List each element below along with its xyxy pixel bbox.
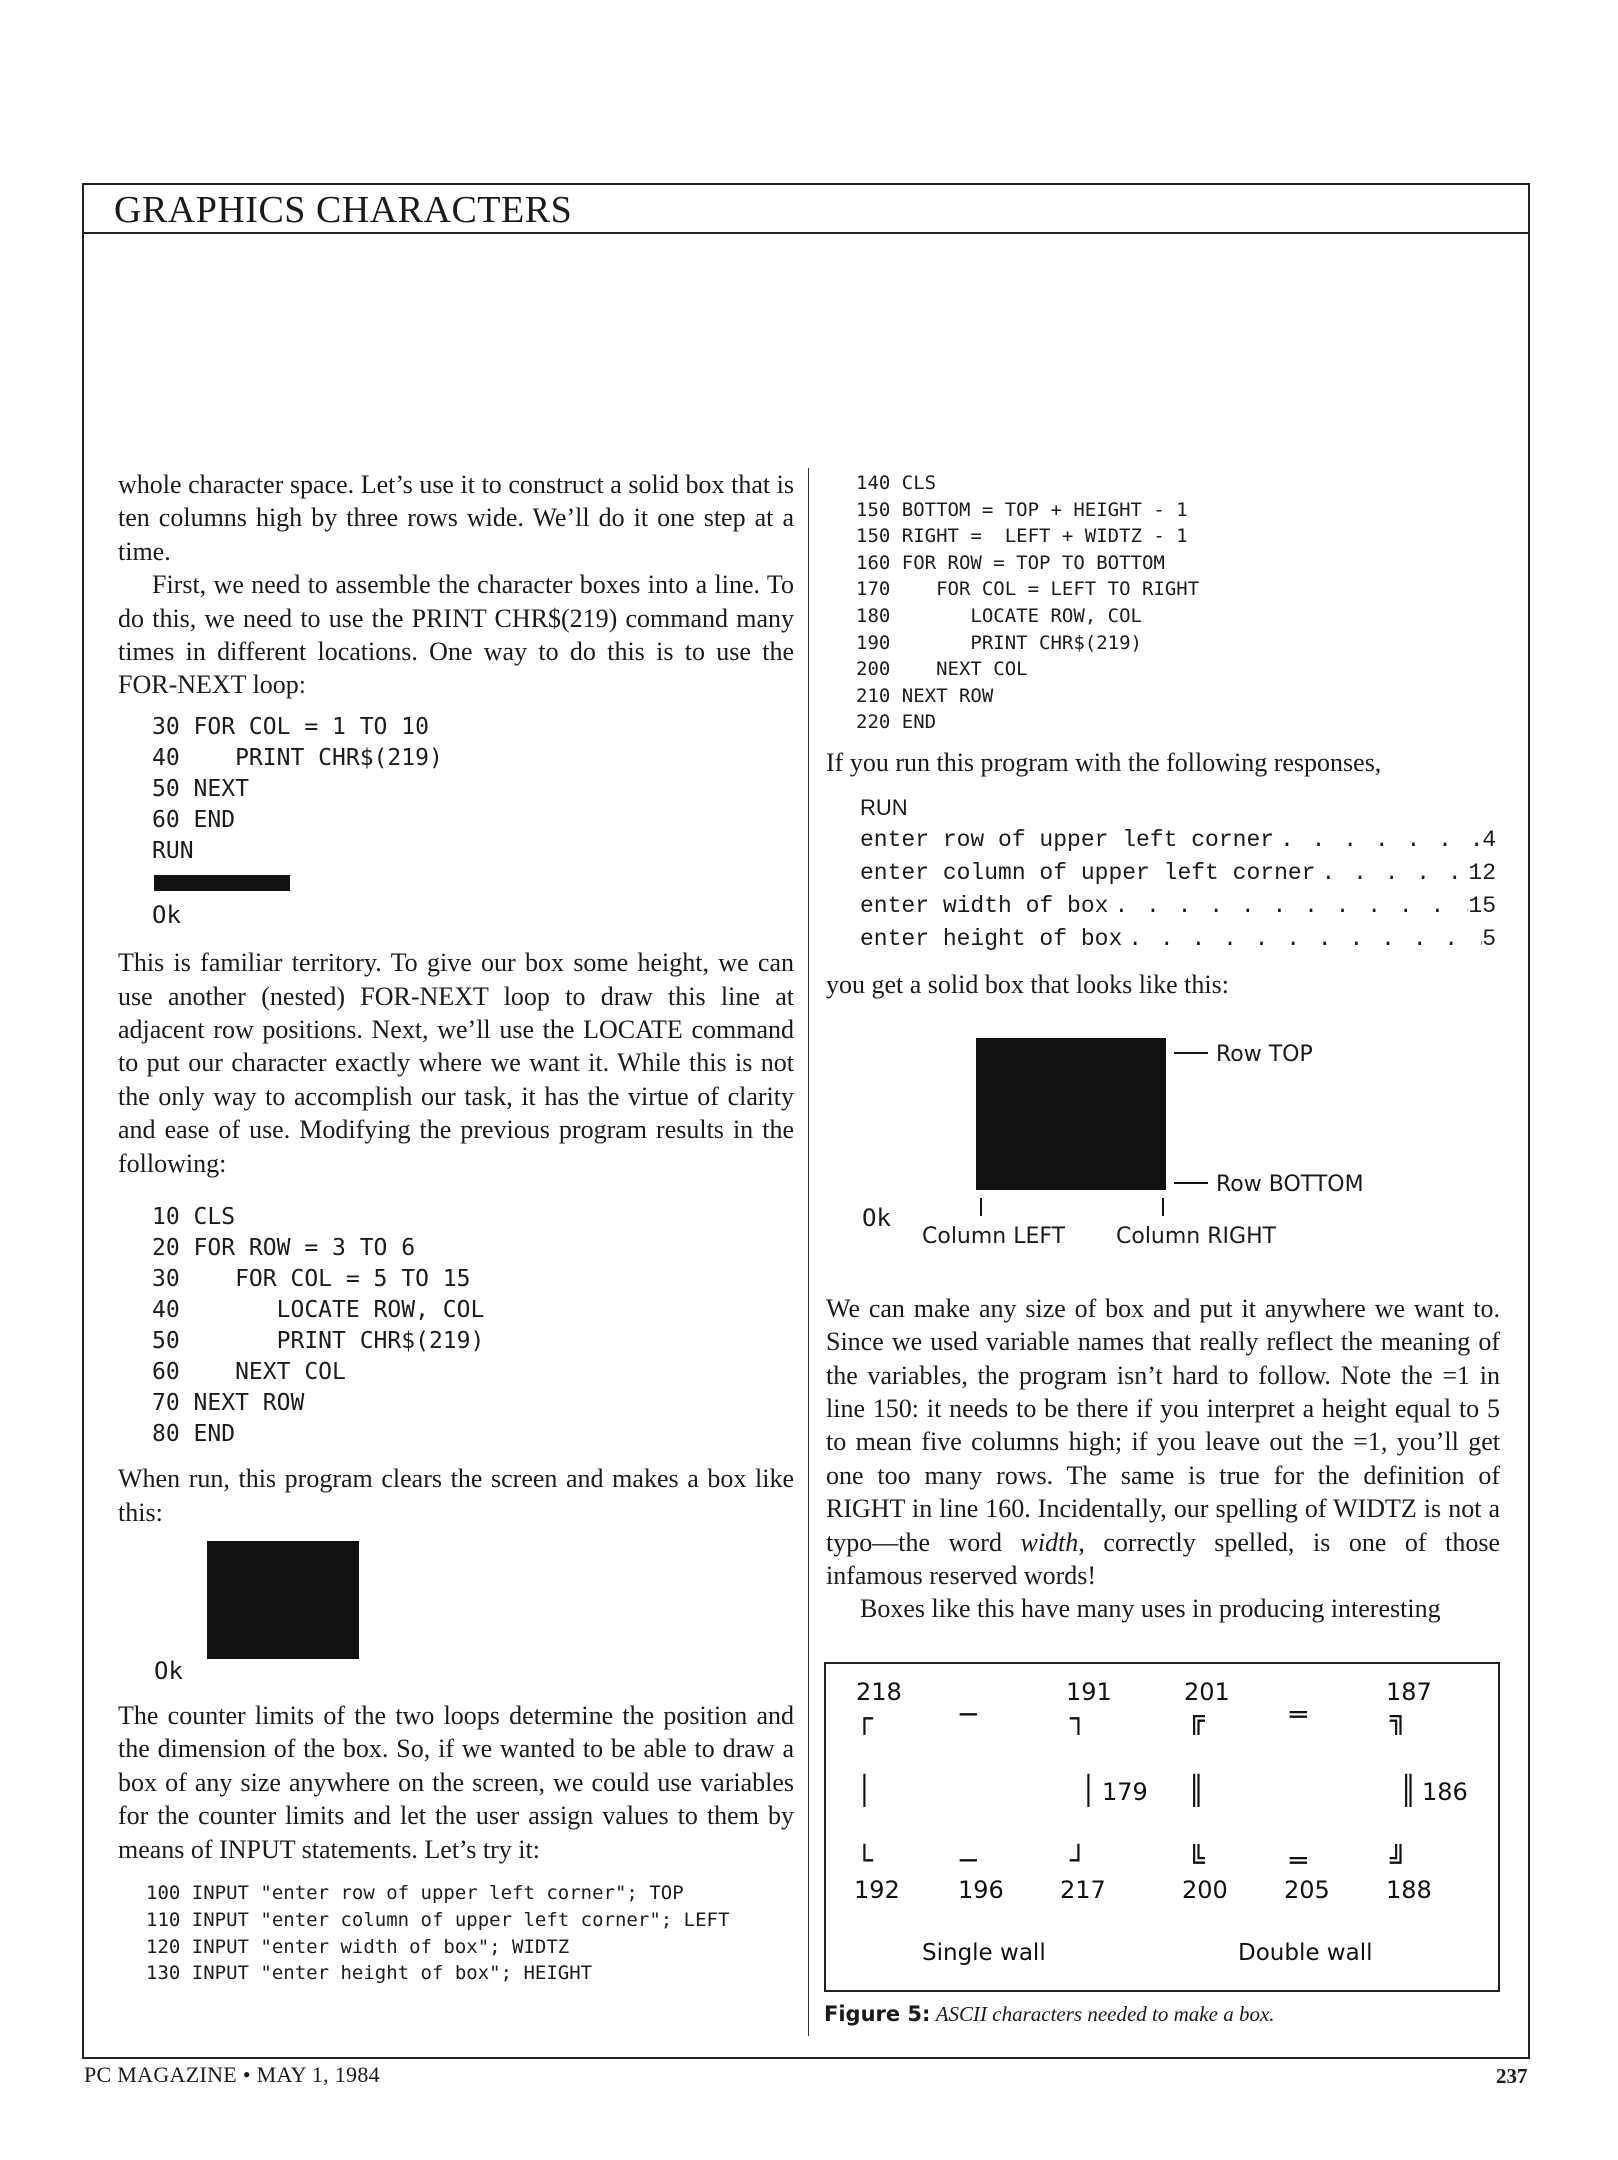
paragraph: This is familiar territory. To give our box some height, we can use another (nested) FOR-NEXT loop to draw this line at adjacent row positions. Next, we’ll use the LOCATE command to put our character exactly where we want it. While this is not the only way to accomplish our task, it has the virtue of clarity and ease of use. Modifying the previous program results in the following: — [118, 948, 794, 1178]
paragraph: If you run this program with the following responses, — [826, 747, 1382, 777]
paragraph: The counter limits of the two loops determine the position and the dimension of the box. So, if we wanted to be able to draw a box of any size anywhere on the screen, we could use variables for the counter limits and let the user assign values to them by means of INPUT statements. Let’s try it: — [118, 1700, 794, 1864]
paragraph: We can make any size of box and put it anywhere we want to. Since we used variable names that really reflect the meaning of the variables, the program isn’t hard to follow. Note the =1 in line 150: it needs to be there if you interpret a height equal to 5 to mean five columns high; if you leave out the =1, you’ll get one too many rows. The same is true for the definition of RIGHT in line 160. Incidentally, our spelling of WIDTZ is not a typo—the word width, correctly spelled, is one of those infamous reserved words! — [826, 1293, 1501, 1590]
solid-box — [207, 1541, 359, 1659]
code-196: 196 — [958, 1876, 1004, 1904]
section-title: GRAPHICS CHARACTERS — [114, 189, 573, 231]
glyph-218: ┌ — [856, 1702, 873, 1735]
code-187: 187 — [1386, 1678, 1432, 1706]
column-right-label: Column RIGHT — [1116, 1223, 1277, 1249]
code-201: 201 — [1184, 1678, 1230, 1706]
response-row: enter width of box . . . 15 — [860, 890, 1496, 923]
ok-prompt: Ok — [862, 1203, 891, 1232]
glyph-205: ═ — [1290, 1844, 1307, 1877]
glyph-191: ┐ — [1070, 1702, 1087, 1735]
box-output — [118, 1537, 794, 1687]
glyph-196: ─ — [960, 1698, 977, 1731]
left-column — [118, 468, 794, 1987]
figure-caption-text: ASCII characters needed to make a box. — [935, 2002, 1275, 2026]
code-200: 200 — [1182, 1876, 1228, 1904]
double-wall-label: Double wall — [1238, 1940, 1373, 1966]
glyph-186: ║ — [1400, 1774, 1417, 1807]
column-left-label: Column LEFT — [922, 1223, 1066, 1249]
figure-5 — [824, 1662, 1500, 1992]
code-listing: 100 INPUT "enter row of upper left corner"; TOP 110 INPUT "enter column of upper left corner"; LEFT 120 INPUT "enter width of box"; WIDTZ 130 INPUT "enter height of box"; HEIGHT — [146, 1881, 730, 1985]
right-column — [826, 470, 1500, 1626]
paragraph: Boxes like this have many uses in producing interesting — [860, 1594, 1441, 1624]
ok-prompt: Ok — [154, 1656, 183, 1685]
footer-publication: PC MAGAZINE • MAY 1, 1984 — [84, 2062, 380, 2087]
glyph-196: ─ — [960, 1844, 977, 1877]
glyph-179: │ — [856, 1774, 873, 1807]
paragraph: you get a solid box that looks like this: — [826, 970, 1229, 1000]
column-divider — [808, 468, 809, 2036]
glyph-187: ╗ — [1390, 1702, 1407, 1735]
leader-line — [1174, 1182, 1208, 1184]
ok-prompt: Ok — [152, 900, 181, 929]
row-bottom-label: Row BOTTOM — [1216, 1171, 1364, 1197]
paragraph: First, we need to assemble the character boxes into a line. To do this, we need to use the PRINT CHR$(219) command many times in different locations. One way to do this is to use the FOR-NEXT loop: — [118, 570, 794, 700]
code-217: 217 — [1060, 1876, 1106, 1904]
code-205: 205 — [1284, 1876, 1330, 1904]
solid-box — [976, 1038, 1166, 1190]
leader-line — [1174, 1052, 1208, 1054]
figure-label: Figure 5: — [824, 2002, 931, 2026]
paragraph: whole character space. Let’s use it to construct a solid box that is ten columns high by three rows wide. We’ll do it one step at a time. — [118, 470, 794, 566]
glyph-192: └ — [856, 1844, 873, 1877]
code-179: 179 — [1102, 1778, 1148, 1806]
tick-mark — [980, 1198, 982, 1216]
glyph-217: ┘ — [1070, 1844, 1087, 1877]
run-responses — [860, 791, 1500, 956]
response-row: enter height of box . . . 5 — [860, 923, 1496, 956]
code-192: 192 — [854, 1876, 900, 1904]
code-listing: 140 CLS 150 BOTTOM = TOP + HEIGHT - 1 150 RIGHT = LEFT + WIDTZ - 1 160 FOR ROW = TOP TO BOTTOM 170 FOR COL = LEFT TO RIGHT 180 LOCATE ROW, COL 190 PRINT CHR$(219) 200 NEXT COL 210 NEXT ROW 220 END — [856, 472, 1200, 734]
code-listing: 30 FOR COL = 1 TO 10 40 PRINT CHR$(219) 50 NEXT 60 END RUN — [152, 713, 443, 864]
code-186: 186 — [1422, 1778, 1468, 1806]
code-188: 188 — [1386, 1876, 1432, 1904]
response-row: enter row of upper left corner . . . 4 — [860, 824, 1496, 857]
glyph-186: ║ — [1188, 1774, 1205, 1807]
tick-mark — [1162, 1198, 1164, 1216]
glyph-200: ╚ — [1188, 1844, 1205, 1877]
single-wall-label: Single wall — [922, 1940, 1046, 1966]
glyph-205: ═ — [1290, 1698, 1307, 1731]
response-row: enter column of upper left corner . . . 12 — [860, 857, 1496, 890]
figure-caption — [824, 2002, 1275, 2027]
box-diagram — [826, 1002, 1500, 1292]
code-218: 218 — [856, 1678, 902, 1706]
page-number: 237 — [1496, 2064, 1528, 2088]
row-top-label: Row TOP — [1216, 1041, 1313, 1067]
glyph-179: │ — [1080, 1774, 1097, 1807]
solid-line-output — [154, 875, 290, 891]
paragraph: When run, this program clears the screen and makes a box like this: — [118, 1464, 794, 1527]
glyph-201: ╔ — [1188, 1702, 1205, 1735]
code-listing: 10 CLS 20 FOR ROW = 3 TO 6 30 FOR COL = 5 TO 15 40 LOCATE ROW, COL 50 PRINT CHR$(219) 60 NEXT COL 70 NEXT ROW 80 END — [152, 1204, 485, 1448]
run-label: RUN — [860, 795, 908, 821]
glyph-188: ╝ — [1390, 1844, 1407, 1877]
code-191: 191 — [1066, 1678, 1112, 1706]
